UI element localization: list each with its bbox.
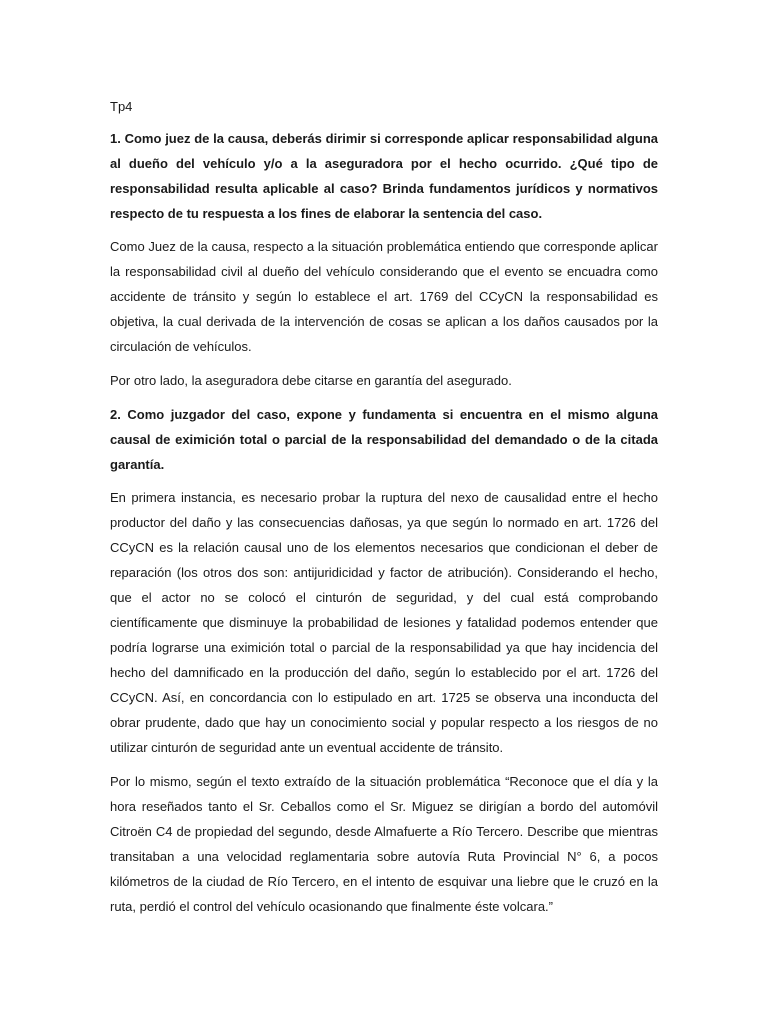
answer-1-paragraph-2: Por otro lado, la aseguradora debe citarse en garantía del asegurado. [110, 373, 512, 388]
document-heading: Tp4 [110, 99, 133, 114]
document-page [110, 94, 658, 928]
question-1: 1. Como juez de la causa, deberás dirimir si corresponde aplicar responsabilidad alguna al dueño del vehículo y/o a la aseguradora por el hecho ocurrido. ¿Qué tipo de responsabilidad resulta aplicable al caso? Brinda fundamentos jurídicos y normativos respecto de tu respuesta a los fines de elaborar la sentencia del caso. [110, 131, 658, 221]
question-2: 2. Como juzgador del caso, expone y fundamenta si encuentra en el mismo alguna causal de eximición total o parcial de la responsabilidad del demandado o de la citada garantía. [110, 407, 658, 472]
answer-2-paragraph-2: Por lo mismo, según el texto extraído de la situación problemática “Reconoce que el día y la hora reseñados tanto el Sr. Ceballos como el Sr. Miguez se dirigían a bordo del automóvil Citroën C4 de propiedad del segundo, desde Almafuerte a Río Tercero. Describe que mientras transitaban a una velocidad reglamentaria sobre autovía Ruta Provincial N° 6, a pocos kilómetros de la ciudad de Río Tercero, en el intento de esquivar una liebre que le cruzó en la ruta, perdió el control del vehículo ocasionando que finalmente éste volcara.” [110, 774, 658, 914]
answer-2-paragraph-1: En primera instancia, es necesario probar la ruptura del nexo de causalidad entre el hecho productor del daño y las consecuencias dañosas, ya que según lo normado en art. 1726 del CCyCN es la relación causal uno de los elementos necesarios que condicionan el deber de reparación (los otros dos son: antijuridicidad y factor de atribución). Considerando el hecho, que el actor no se colocó el cinturón de seguridad, y del cual está comprobando científicamente que disminuye la probabilidad de lesiones y fatalidad podemos entender que podría lograrse una eximición total o parcial de la responsabilidad ya que hay incidencia del hecho del damnificado en la producción del daño, según lo establecido por el art. 1726 del CCyCN. Así, en concordancia con lo estipulado en art. 1725 se observa una inconducta del obrar prudente, dado que hay un conocimiento social y popular respecto a los riesgos de no utilizar cinturón de seguridad ante un eventual accidente de tránsito. [110, 490, 658, 755]
answer-1-paragraph-1: Como Juez de la causa, respecto a la situación problemática entiendo que corresponde aplicar la responsabilidad civil al dueño del vehículo considerando que el evento se encuadra como accidente de tránsito y según lo establece el art. 1769 del CCyCN la responsabilidad es objetiva, la cual derivada de la intervención de cosas se aplican a los daños causados por la circulación de vehículos. [110, 239, 658, 354]
